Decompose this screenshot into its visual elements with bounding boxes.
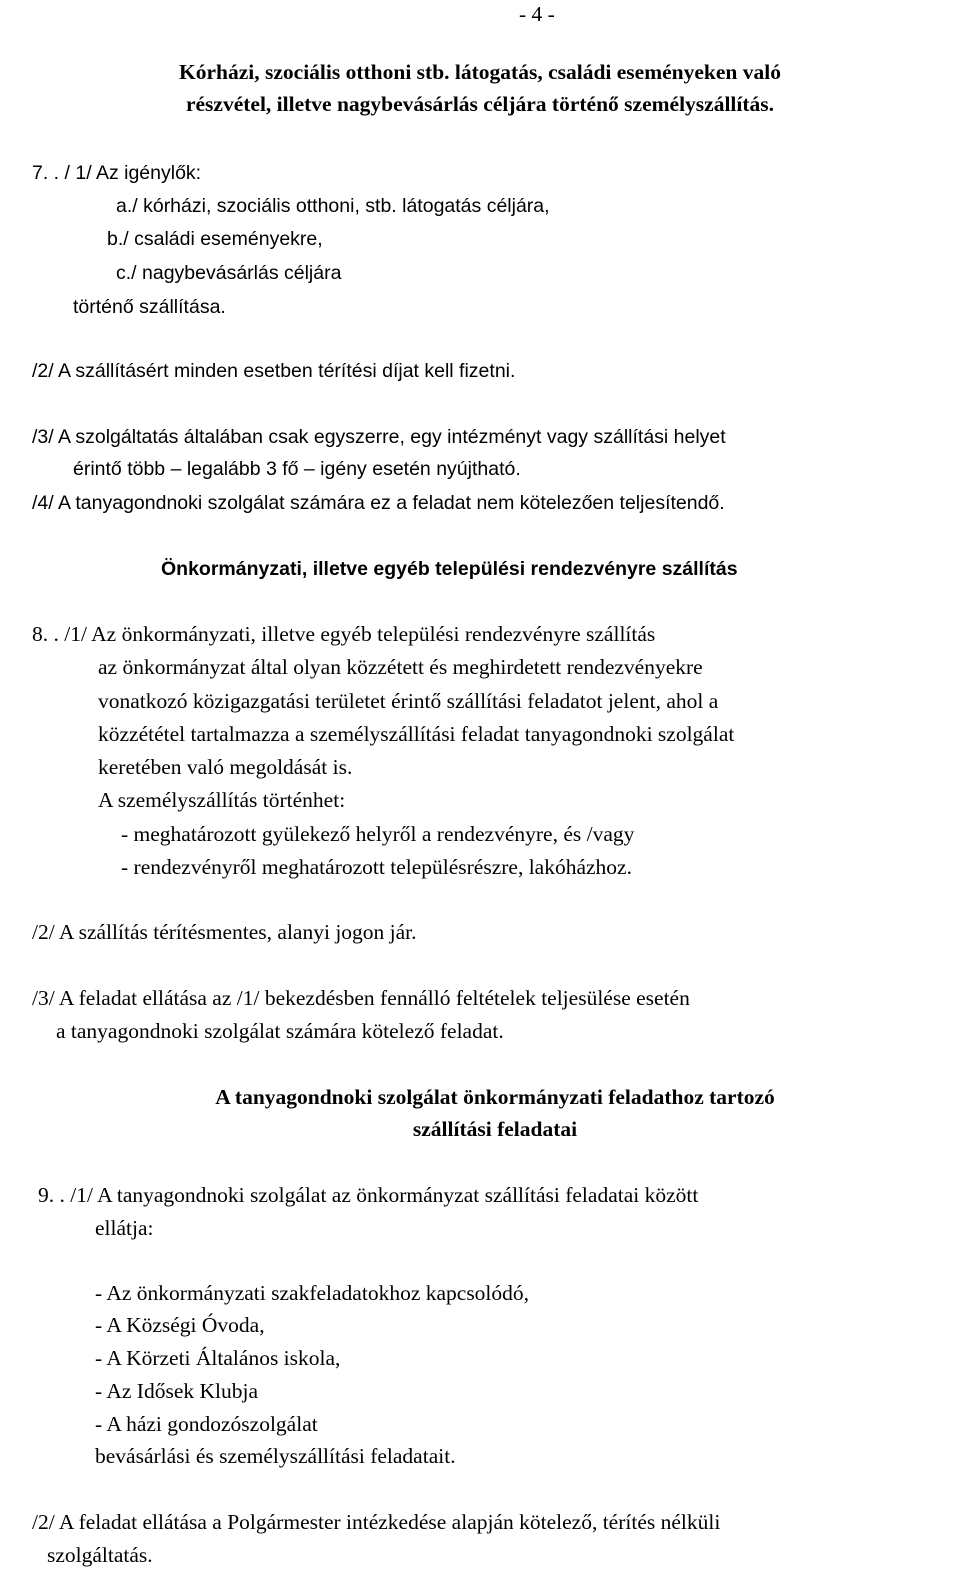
section-7-p3-line-1: /3/ A szolgáltatás általában csak egyszerre, egy intézményt vagy szállítási helyet [32, 426, 726, 448]
section-7-p1-item-c: c./ nagybevásárlás céljára [116, 262, 342, 284]
section-9-p1-line-2: ellátja: [95, 1216, 154, 1240]
section-9-p2-line-1: /2/ A feladat ellátása a Polgármester intézkedése alapján kötelező, térítés nélküli [32, 1510, 721, 1534]
section-7-p1-item-a: a./ kórházi, szociális otthoni, stb. látogatás céljára, [116, 195, 550, 217]
section-8-p3-line-1: /3/ A feladat ellátása az /1/ bekezdésben fennálló feltételek teljesülése esetén [32, 986, 690, 1010]
section-8-p1-line-2: az önkormányzat által olyan közzétett és meghirdetett rendezvényekre [98, 655, 703, 679]
section-7-heading-line-2: részvétel, illetve nagybevásárlás céljára történő személyszállítás. [185, 92, 775, 116]
section-7-p4: /4/ A tanyagondnoki szolgálat számára ez a feladat nem kötelezően teljesítendő. [32, 492, 725, 514]
section-8-p1-line-4: közzététel tartalmazza a személyszállítási feladat tanyagondnoki szolgálat [98, 722, 735, 746]
section-8-p1-line-5: keretében való megoldását is. [98, 755, 353, 779]
page-number: - 4 - [519, 2, 555, 26]
section-8-list-item: - meghatározott gyülekező helyről a rendezvényre, és /vagy [121, 822, 635, 846]
section-9-list-item: - A házi gondozószolgálat [95, 1412, 318, 1436]
section-7-p1-tail: történő szállítása. [73, 296, 226, 318]
section-8-list-item: - rendezvényről meghatározott településrészre, lakóházhoz. [121, 855, 632, 879]
section-9-list-item: - Az önkormányzati szakfeladatokhoz kapcsolódó, [95, 1281, 530, 1305]
section-7-p2: /2/ A szállításért minden esetben térítési díjat kell fizetni. [32, 360, 516, 382]
section-8-heading: Önkormányzati, illetve egyéb települési rendezvényre szállítás [161, 558, 738, 580]
section-9-list-item: - A Községi Óvoda, [95, 1313, 265, 1337]
section-7-p1-intro: 7. . / 1/ Az igénylők: [32, 162, 202, 184]
section-9-p1-line-1: 9. . /1/ A tanyagondnoki szolgálat az önkormányzat szállítási feladatai között [38, 1183, 699, 1207]
section-7-heading-line-1: Kórházi, szociális otthoni stb. látogatás, családi eseményeken való [179, 60, 781, 84]
section-8-p1-line-3: vonatkozó közigazgatási területet érintő szállítási feladatot jelent, ahol a [98, 689, 719, 713]
section-8-list-intro: A személyszállítás történhet: [98, 788, 346, 812]
section-8-p3-line-2: a tanyagondnoki szolgálat számára kötelező feladat. [56, 1019, 504, 1043]
section-8-p1-line-1: 8. . /1/ Az önkormányzati, illetve egyéb települési rendezvényre szállítás [32, 622, 656, 646]
section-9-list-item: - Az Idősek Klubja [95, 1379, 259, 1403]
section-8-p2: /2/ A szállítás térítésmentes, alanyi jogon jár. [32, 920, 417, 944]
section-9-p2-line-2: szolgáltatás. [47, 1543, 153, 1567]
section-9-list-item: - A Körzeti Általános iskola, [95, 1346, 341, 1370]
section-9-list-tail: bevásárlási és személyszállítási feladatait. [95, 1444, 456, 1468]
section-7-p1-item-b: b./ családi eseményekre, [107, 228, 323, 250]
section-9-heading-line-1: A tanyagondnoki szolgálat önkormányzati feladathoz tartozó [215, 1085, 775, 1109]
section-9-heading-line-2: szállítási feladatai [412, 1117, 578, 1141]
section-7-p3-line-2: érintő több – legalább 3 fő – igény esetén nyújtható. [73, 458, 521, 480]
